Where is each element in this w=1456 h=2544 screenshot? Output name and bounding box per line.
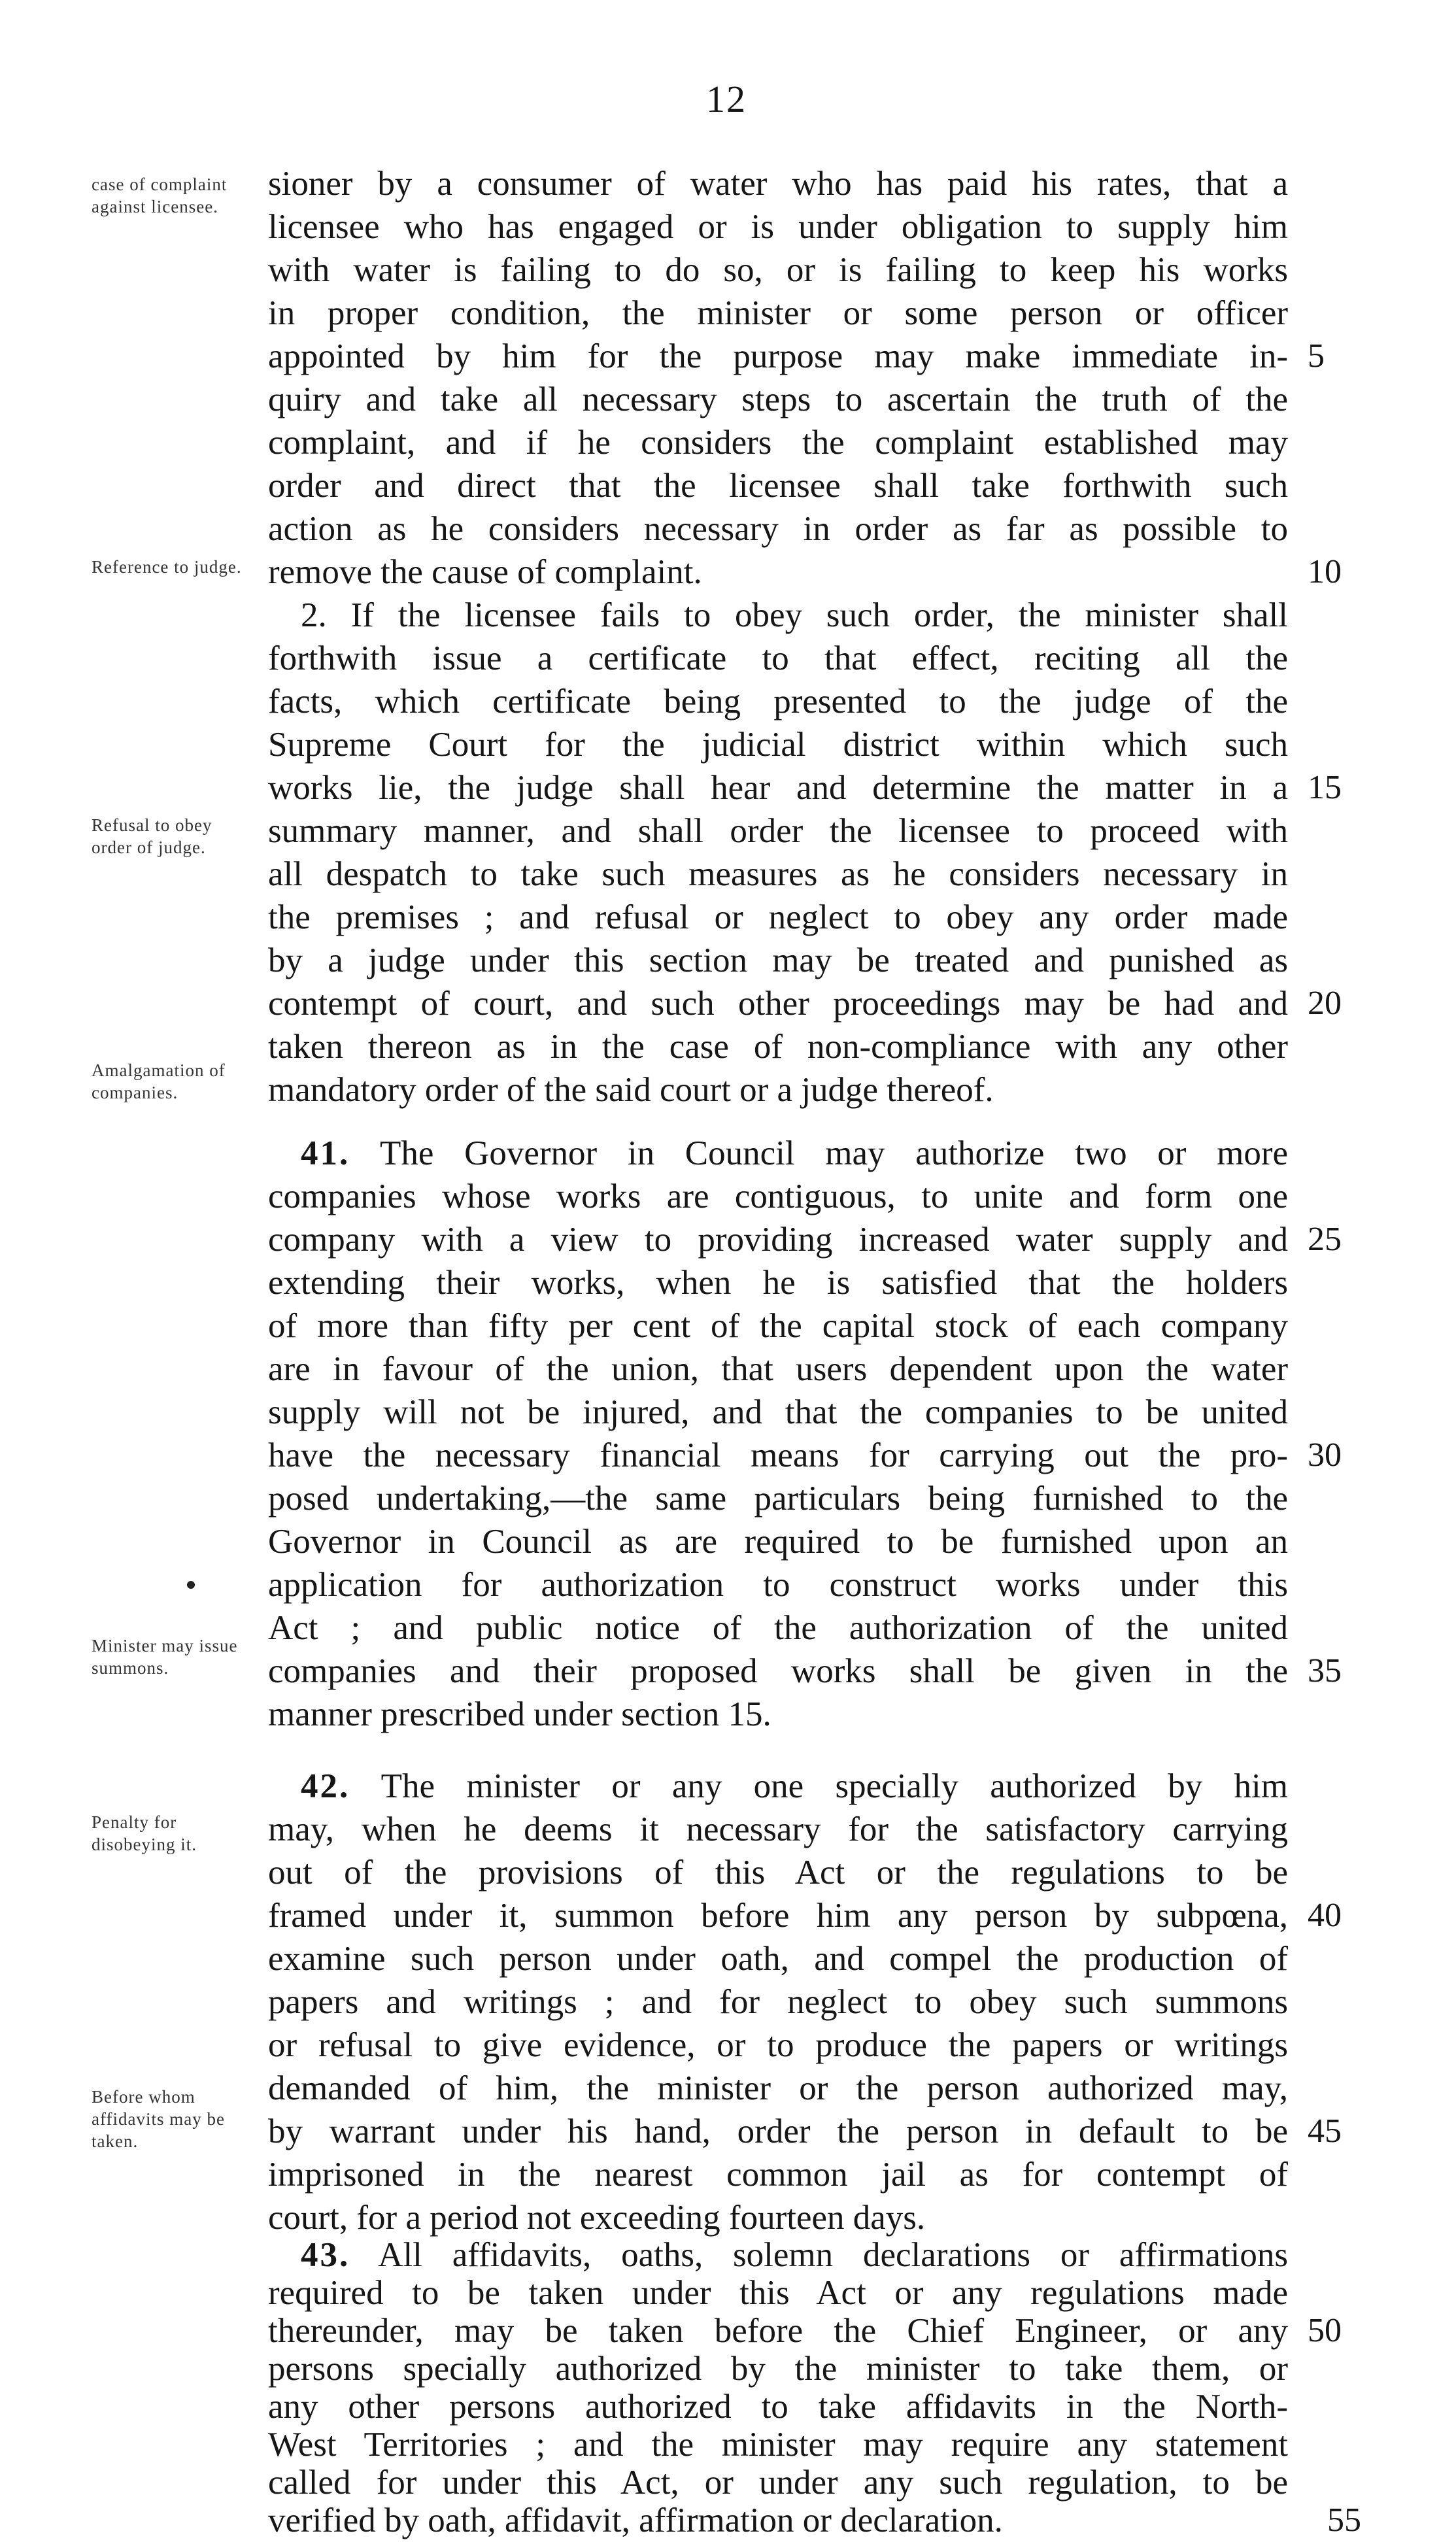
text-line: works lie, the judge shall hear and determine the matter in a (268, 769, 1288, 807)
text-line: application for authorization to construct works under this (268, 1566, 1288, 1604)
section-42-first-line (301, 1767, 1288, 1805)
text-line: quiry and take all necessary steps to ascertain the truth of the (268, 381, 1288, 418)
text-line: remove the cause of complaint. (268, 553, 702, 591)
section-number: 43. (301, 2236, 350, 2274)
text-line: Supreme Court for the judicial district within which such (268, 726, 1288, 764)
section-number: 41. (301, 1134, 350, 1172)
text-line: manner prescribed under section 15. (268, 1695, 771, 1733)
margin-note-penalty: Penalty for disobeying it. (92, 1812, 197, 1854)
text-line: verified by oath, affidavit, affirmation or declaration. (268, 2502, 1003, 2539)
line-number: 55 (1327, 2502, 1361, 2539)
text-line: West Territories ; and the minister may require any statement (268, 2426, 1288, 2464)
text-line: order and direct that the licensee shall take forthwith such (268, 467, 1288, 505)
text-line: action as he considers necessary in order as far as possible to (268, 510, 1288, 548)
line-number: 20 (1308, 985, 1342, 1022)
margin-note-amalgamation: Amalgamation of companies. (92, 1060, 226, 1102)
line-number: 40 (1308, 1897, 1342, 1934)
text-line: have the necessary financial means for carrying out the pro- (268, 1436, 1288, 1474)
line-number: 35 (1308, 1652, 1342, 1689)
text-line: thereunder, may be taken before the Chief Engineer, or any (268, 2312, 1288, 2350)
text-line: out of the provisions of this Act or the regulations to be (268, 1854, 1288, 1891)
text-line: papers and writings ; and for neglect to obey such summons (268, 1983, 1288, 2021)
margin-note-refusal: Refusal to obey order of judge. (92, 815, 212, 857)
line-number: 15 (1308, 769, 1342, 806)
text-line: contempt of court, and such other proceedings may be had and (268, 985, 1288, 1023)
text-line: of more than fifty per cent of the capital stock of each company (268, 1307, 1288, 1345)
text-line: All affidavits, oaths, solemn declarations or affirmations (350, 2236, 1288, 2274)
text-line: facts, which certificate being presented to the judge of the (268, 683, 1288, 721)
text-line: required to be taken under this Act or any regulations made (268, 2274, 1288, 2312)
text-line: companies whose works are contiguous, to unite and form one (268, 1178, 1288, 1215)
text-line: with water is failing to do so, or is failing to keep his works (268, 251, 1288, 289)
text-line: The Governor in Council may authorize two or more (350, 1134, 1288, 1172)
margin-note-summons: Minister may issue summons. (92, 1636, 238, 1678)
text-line: mandatory order of the said court or a judge thereof. (268, 1071, 994, 1109)
text-line: examine such person under oath, and compel the production of (268, 1940, 1288, 1978)
text-line: complaint, and if he considers the complaint established may (268, 424, 1288, 462)
line-number: 30 (1308, 1436, 1342, 1474)
text-line: imprisoned in the nearest common jail as for contempt of (268, 2156, 1288, 2194)
text-line: licensee who has engaged or is under obligation to supply him (268, 208, 1288, 246)
text-line: appointed by him for the purpose may make immediate in- (268, 337, 1288, 375)
section-number: 42. (301, 1767, 350, 1805)
text-line: forthwith issue a certificate to that effect, reciting all the (268, 639, 1288, 677)
text-line: supply will not be injured, and that the companies to be united (268, 1393, 1288, 1431)
text-line: are in favour of the union, that users dependent upon the water (268, 1350, 1288, 1388)
text-line: any other persons authorized to take affidavits in the North- (268, 2388, 1288, 2426)
text-line: extending their works, when he is satisfied that the holders (268, 1264, 1288, 1302)
text-line: or refusal to give evidence, or to produce the papers or writings (268, 2026, 1288, 2064)
text-line: persons specially authorized by the minister to take them, or (268, 2350, 1288, 2388)
line-number: 45 (1308, 2112, 1342, 2150)
text-line: may, when he deems it necessary for the satisfactory carrying (268, 1810, 1288, 1848)
text-line: summary manner, and shall order the licensee to proceed with (268, 812, 1288, 850)
section-43-first-line (301, 2236, 1288, 2274)
text-line: posed undertaking,—the same particulars being furnished to the (268, 1480, 1288, 1518)
text-line: by warrant under his hand, order the person in default to be (268, 2112, 1288, 2150)
text-line: court, for a period not exceeding fourteen days. (268, 2199, 926, 2237)
line-number: 50 (1308, 2312, 1342, 2349)
text-line: companies and their proposed works shall be given in the (268, 1652, 1288, 1690)
page-number: 12 (706, 78, 747, 120)
text-line: by a judge under this section may be treated and punished as (268, 941, 1288, 979)
margin-note-complaint: case of complaint against licensee. (92, 175, 228, 216)
line-number: 10 (1308, 553, 1342, 590)
text-line: demanded of him, the minister or the person authorized may, (268, 2069, 1288, 2107)
text-line: framed under it, summon before him any person by subpœna, (268, 1897, 1288, 1935)
text-line: company with a view to providing increased water supply and (268, 1221, 1288, 1259)
text-line: sioner by a consumer of water who has paid his rates, that a (268, 165, 1288, 203)
line-number: 25 (1308, 1221, 1342, 1258)
stray-dot (187, 1581, 195, 1589)
text-line: the premises ; and refusal or neglect to obey any order made (268, 898, 1288, 936)
text-line: Governor in Council as are required to be furnished upon an (268, 1523, 1288, 1561)
text-line: Act ; and public notice of the authorization of the united (268, 1609, 1288, 1647)
line-number: 5 (1308, 337, 1325, 375)
section-41-first-line (301, 1134, 1288, 1172)
text-line: The minister or any one specially authorized by him (350, 1767, 1288, 1805)
text-line: called for under this Act, or under any such regulation, to be (268, 2464, 1288, 2502)
margin-note-affidavits: Before whom affidavits may be taken. (92, 2087, 225, 2151)
text-line: all despatch to take such measures as he considers necessary in (268, 855, 1288, 893)
text-line: in proper condition, the minister or some person or officer (268, 294, 1288, 332)
text-line: taken thereon as in the case of non-compliance with any other (268, 1028, 1288, 1066)
margin-note-reference: Reference to judge. (92, 557, 242, 577)
text-line: 2. If the licensee fails to obey such order, the minister shall (301, 596, 1288, 634)
